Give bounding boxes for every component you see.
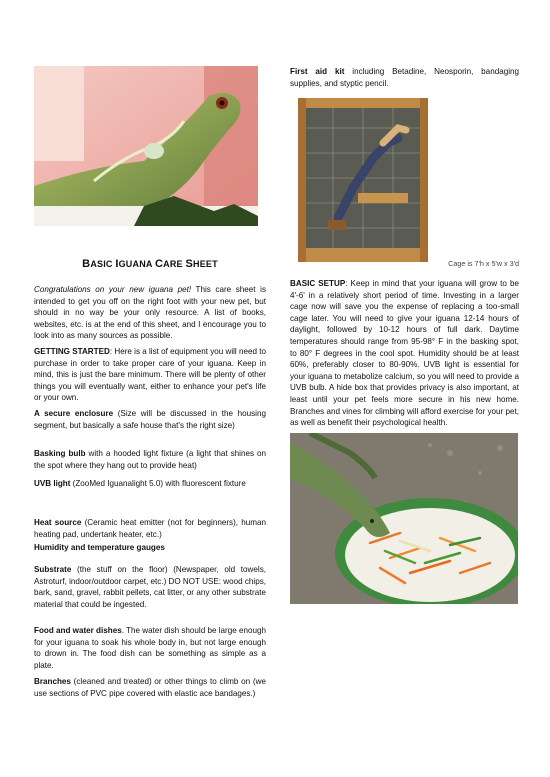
getting-started-paragraph: GETTING STARTED: Here is a list of equipment you will need to purchase in order to take proper care of your iguana. Keep in mind, this is just the bare minimum. There will be plenty of other things you will eventually want, either to enhance your pet's life or your own. <box>34 347 266 403</box>
list-item: Branches (cleaned and treated) or other things to climb on (we use sections of PVC pipe covered with elastic ace bandages.) <box>34 677 266 698</box>
list-item: UVB light (ZooMed Iguanalight 5.0) with fluorescent fixture <box>34 479 246 488</box>
cage-caption: Cage is 7'h x 5'w x 3'd <box>448 259 519 268</box>
list-item: Humidity and temperature gauges <box>34 543 165 552</box>
list-item: Substrate (the stuff on the floor) (Newspaper, old towels, Astroturf, indoor/outdoor carpet, etc.) DO NOT USE: wood chips, bark, sand, gravel, rabbit pellets, cat litter, or any other substrate material that could be ingested. <box>34 565 266 609</box>
intro-paragraph: Congratulations on your new iguana pet! This care sheet is intended to get you off on the right foot with your new pet, but should in no way be your only resource. A list of books, websites, etc. is at the end of this sheet, and I encourage you to look into as many sources as possible. <box>34 285 266 341</box>
list-item: Food and water dishes. The water dish should be large enough for your iguana to soak his whole body in, but not large enough to drown in. The food dish can be something as simple as a plate. <box>34 626 266 670</box>
list-item: Basking bulb with a hooded light fixture (a light that shines on the spot where they hang out to provide heat) <box>34 449 266 470</box>
iguana-photo <box>34 66 258 226</box>
first-aid-paragraph: First aid kit including Betadine, Neosporin, bandaging supplies, and styptic pencil. <box>290 67 519 88</box>
page-title: BASIC IGUANA CARE SHEET <box>82 258 218 270</box>
cage-photo <box>298 98 428 262</box>
basic-setup-paragraph: BASIC SETUP: Keep in mind that your iguana will grow to be 4'-6' in a relatively short period of time. Investing in a larger cage now will save you the expense of replacing a too-small cage later. You will need to give your iguana 12-14 hours of daylight, followed by 10-12 hours of full dark. Daytime temperatures should range from 95-98° F in the basking spot, to 80° F degrees in the cool spot. Humidity should be at least 60%, preferably closer to 80-90%. UVB light is essential for your iguana to metabolize calcium, so you will need to provide a UVB bulb. A hide box that provides privacy is also important, at least until your pet feels more secure in his new home. Branches and vines for climbing will afford exercise for your pet, as well as benefit their psychological health. <box>290 279 520 428</box>
list-item: A secure enclosure (Size will be discussed in the housing segment, but basically a safe house that's the right size) <box>34 409 266 430</box>
iguana-eating-photo <box>290 433 518 604</box>
list-item: Heat source (Ceramic heat emitter (not for beginners), human heating pad, undertank heater, etc.) <box>34 518 267 539</box>
